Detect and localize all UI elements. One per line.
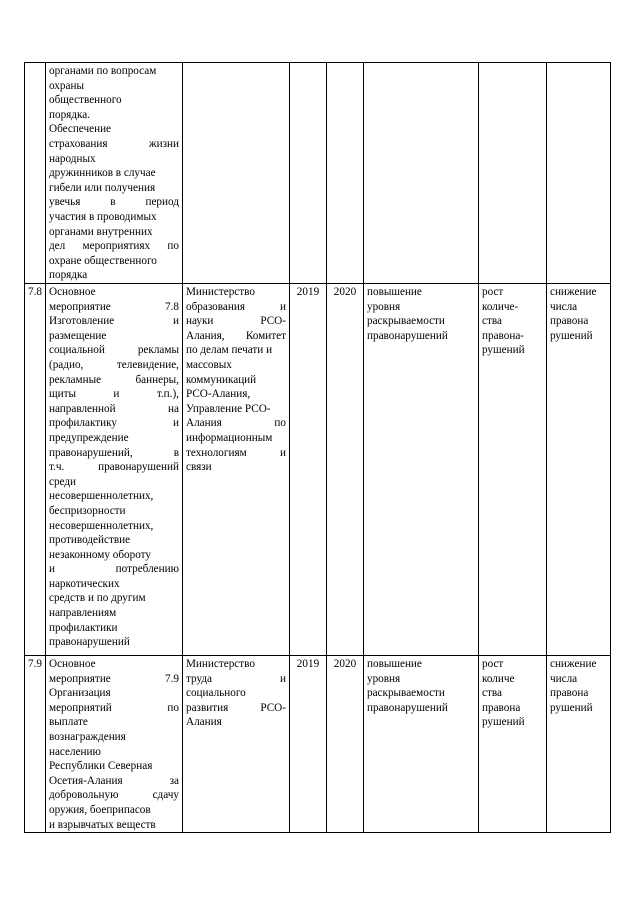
cell-text-line: Обеспечение bbox=[48, 123, 112, 136]
cell-text-line: наркотических bbox=[48, 577, 120, 590]
cell-text-line: социальной рекламы bbox=[48, 344, 179, 357]
cell-text-line: Основное bbox=[48, 658, 96, 670]
cell-text-line: правона bbox=[549, 315, 589, 328]
executor-cell bbox=[182, 63, 289, 284]
cell-text-line: по делам печати и bbox=[185, 344, 273, 357]
cell-text-line: несовершеннолетних, bbox=[48, 490, 154, 503]
cell-text-line: противодействие bbox=[48, 534, 131, 547]
start-year: 2019 bbox=[289, 284, 326, 656]
cell-text-line: раскрываемости bbox=[366, 687, 445, 700]
cell-text-line: рекламные баннеры, bbox=[48, 373, 179, 386]
cell-text-line: беспризорности bbox=[48, 504, 126, 517]
cell-text-line: охраны bbox=[48, 79, 84, 92]
cell-text-line: правонарушений bbox=[48, 636, 130, 649]
cell-text-line: народных bbox=[48, 152, 96, 165]
cell-text-line: Осетия-Алания за bbox=[48, 774, 179, 787]
cell-text-line: Основное bbox=[48, 286, 96, 298]
indicator-cell bbox=[478, 63, 546, 284]
cell-text-line: снижение bbox=[549, 658, 597, 670]
cell-text-line: щиты и т.п.), bbox=[48, 388, 179, 401]
event-cell bbox=[45, 656, 182, 833]
cell-text-line: профилактику и bbox=[48, 417, 179, 430]
expected-result-cell bbox=[363, 656, 478, 833]
table-row bbox=[25, 63, 611, 284]
cell-text-line: технологиям и bbox=[185, 446, 286, 459]
row-number: 7.9 bbox=[25, 656, 46, 833]
cell-text-line: раскрываемости bbox=[366, 315, 445, 328]
cell-text-line: правона bbox=[481, 701, 521, 714]
cell-text-line: профилактики bbox=[48, 621, 118, 634]
table-row bbox=[25, 284, 611, 656]
event-cell bbox=[45, 284, 182, 656]
cell-text-line: количе- bbox=[481, 300, 519, 313]
cell-text-line: правонарушений bbox=[366, 701, 448, 714]
cell-text-line: числа bbox=[549, 300, 578, 313]
cell-text-line: повышение bbox=[366, 286, 422, 298]
cell-text-line: Управление РСО- bbox=[185, 402, 271, 415]
cell-text-line: дел мероприятиях по bbox=[48, 240, 179, 253]
cell-text-line: населению bbox=[48, 745, 101, 758]
cell-text-line: Алания, Комитет bbox=[185, 329, 286, 342]
cell-text-line: правона- bbox=[481, 329, 525, 342]
cell-text-line: средств и по другим bbox=[48, 592, 146, 605]
cell-text-line: незаконному обороту bbox=[48, 548, 151, 561]
cell-text-line: направлениям bbox=[48, 607, 117, 620]
cell-text-line: Министерство bbox=[185, 658, 255, 670]
cell-text-line: (радио, телевидение, bbox=[48, 358, 179, 371]
cell-text-line: ства bbox=[481, 315, 502, 328]
row-number bbox=[25, 63, 46, 284]
cell-text-line: мероприятие 7.9 bbox=[48, 672, 179, 685]
cell-text-line: науки РСО- bbox=[185, 315, 286, 328]
cell-text-line: увечья в период bbox=[48, 196, 179, 209]
cell-text-line: массовых bbox=[185, 358, 232, 371]
cell-text-line: и потреблению bbox=[48, 563, 179, 576]
cell-text-line: рушений bbox=[549, 329, 593, 342]
target-cell bbox=[546, 656, 610, 833]
table-row bbox=[25, 656, 611, 833]
cell-text-line: информационным bbox=[185, 431, 273, 444]
expected-result-cell bbox=[363, 284, 478, 656]
cell-text-line: правонарушений bbox=[366, 329, 448, 342]
cell-text-line: Изготовление и bbox=[48, 315, 179, 328]
cell-text-line: развития РСО- bbox=[185, 701, 286, 714]
cell-text-line: труда и bbox=[185, 672, 286, 685]
cell-text-line: образования и bbox=[185, 300, 286, 313]
cell-text-line: предупреждение bbox=[48, 431, 129, 444]
indicator-cell bbox=[478, 284, 546, 656]
cell-text-line: и взрывчатых веществ bbox=[48, 818, 156, 831]
cell-text-line: Министерство bbox=[185, 286, 255, 298]
cell-text-line: мероприятий по bbox=[48, 701, 179, 714]
event-cell bbox=[45, 63, 182, 284]
cell-text-line: страхования жизни bbox=[48, 137, 179, 150]
cell-text-line: рост bbox=[481, 658, 504, 670]
cell-text-line: дружинников в случае bbox=[48, 167, 156, 180]
cell-text-line: числа bbox=[549, 672, 578, 685]
cell-text-line: т.ч. правонарушений bbox=[48, 461, 179, 474]
cell-text-line: гибели или получения bbox=[48, 181, 156, 194]
cell-text-line: правона bbox=[549, 687, 589, 700]
indicator-cell bbox=[478, 656, 546, 833]
cell-text-line: вознаграждения bbox=[48, 730, 126, 743]
cell-text-line: выплате bbox=[48, 716, 88, 729]
cell-text-line: размещение bbox=[48, 329, 107, 342]
executor-cell bbox=[182, 284, 289, 656]
cell-text-line: оружия, боеприпасов bbox=[48, 803, 151, 816]
program-events-table bbox=[24, 62, 611, 833]
cell-text-line: Организация bbox=[48, 687, 111, 700]
start-year bbox=[289, 63, 326, 284]
end-year: 2020 bbox=[326, 656, 363, 833]
cell-text-line: снижение bbox=[549, 286, 597, 298]
executor-cell bbox=[182, 656, 289, 833]
cell-text-line: социального bbox=[185, 687, 246, 700]
cell-text-line: порядка. bbox=[48, 108, 91, 121]
cell-text-line: мероприятие 7.8 bbox=[48, 300, 179, 313]
cell-text-line: Алания bbox=[185, 716, 222, 729]
cell-text-line: охране общественного bbox=[48, 254, 157, 267]
cell-text-line: рушений bbox=[549, 701, 593, 714]
cell-text-line: связи bbox=[185, 461, 212, 474]
cell-text-line: добровольную сдачу bbox=[48, 789, 179, 802]
cell-text-line: органами по вопросам bbox=[48, 65, 157, 77]
cell-text-line: уровня bbox=[366, 300, 401, 313]
cell-text-line: уровня bbox=[366, 672, 401, 685]
cell-text-line: органами внутренних bbox=[48, 225, 153, 238]
cell-text-line: рушений bbox=[481, 344, 525, 357]
cell-text-line: Алания по bbox=[185, 417, 286, 430]
cell-text-line: участия в проводимых bbox=[48, 210, 157, 223]
target-cell bbox=[546, 63, 610, 284]
start-year: 2019 bbox=[289, 656, 326, 833]
cell-text-line: рост bbox=[481, 286, 504, 298]
cell-text-line: ства bbox=[481, 687, 502, 700]
end-year bbox=[326, 63, 363, 284]
expected-result-cell bbox=[363, 63, 478, 284]
cell-text-line: порядка bbox=[48, 269, 88, 282]
cell-text-line: несовершеннолетних, bbox=[48, 519, 154, 532]
cell-text-line: повышение bbox=[366, 658, 422, 670]
cell-text-line: направленной на bbox=[48, 402, 179, 415]
cell-text-line: общественного bbox=[48, 94, 122, 107]
target-cell bbox=[546, 284, 610, 656]
end-year: 2020 bbox=[326, 284, 363, 656]
cell-text-line: РСО-Алания, bbox=[185, 388, 251, 401]
cell-text-line: среди bbox=[48, 475, 77, 488]
cell-text-line: рушений bbox=[481, 716, 525, 729]
cell-text-line: правонарушений, в bbox=[48, 446, 179, 459]
cell-text-line: Республики Северная bbox=[48, 760, 153, 773]
cell-text-line: количе bbox=[481, 672, 515, 685]
row-number: 7.8 bbox=[25, 284, 46, 656]
cell-text-line: коммуникаций bbox=[185, 373, 257, 386]
